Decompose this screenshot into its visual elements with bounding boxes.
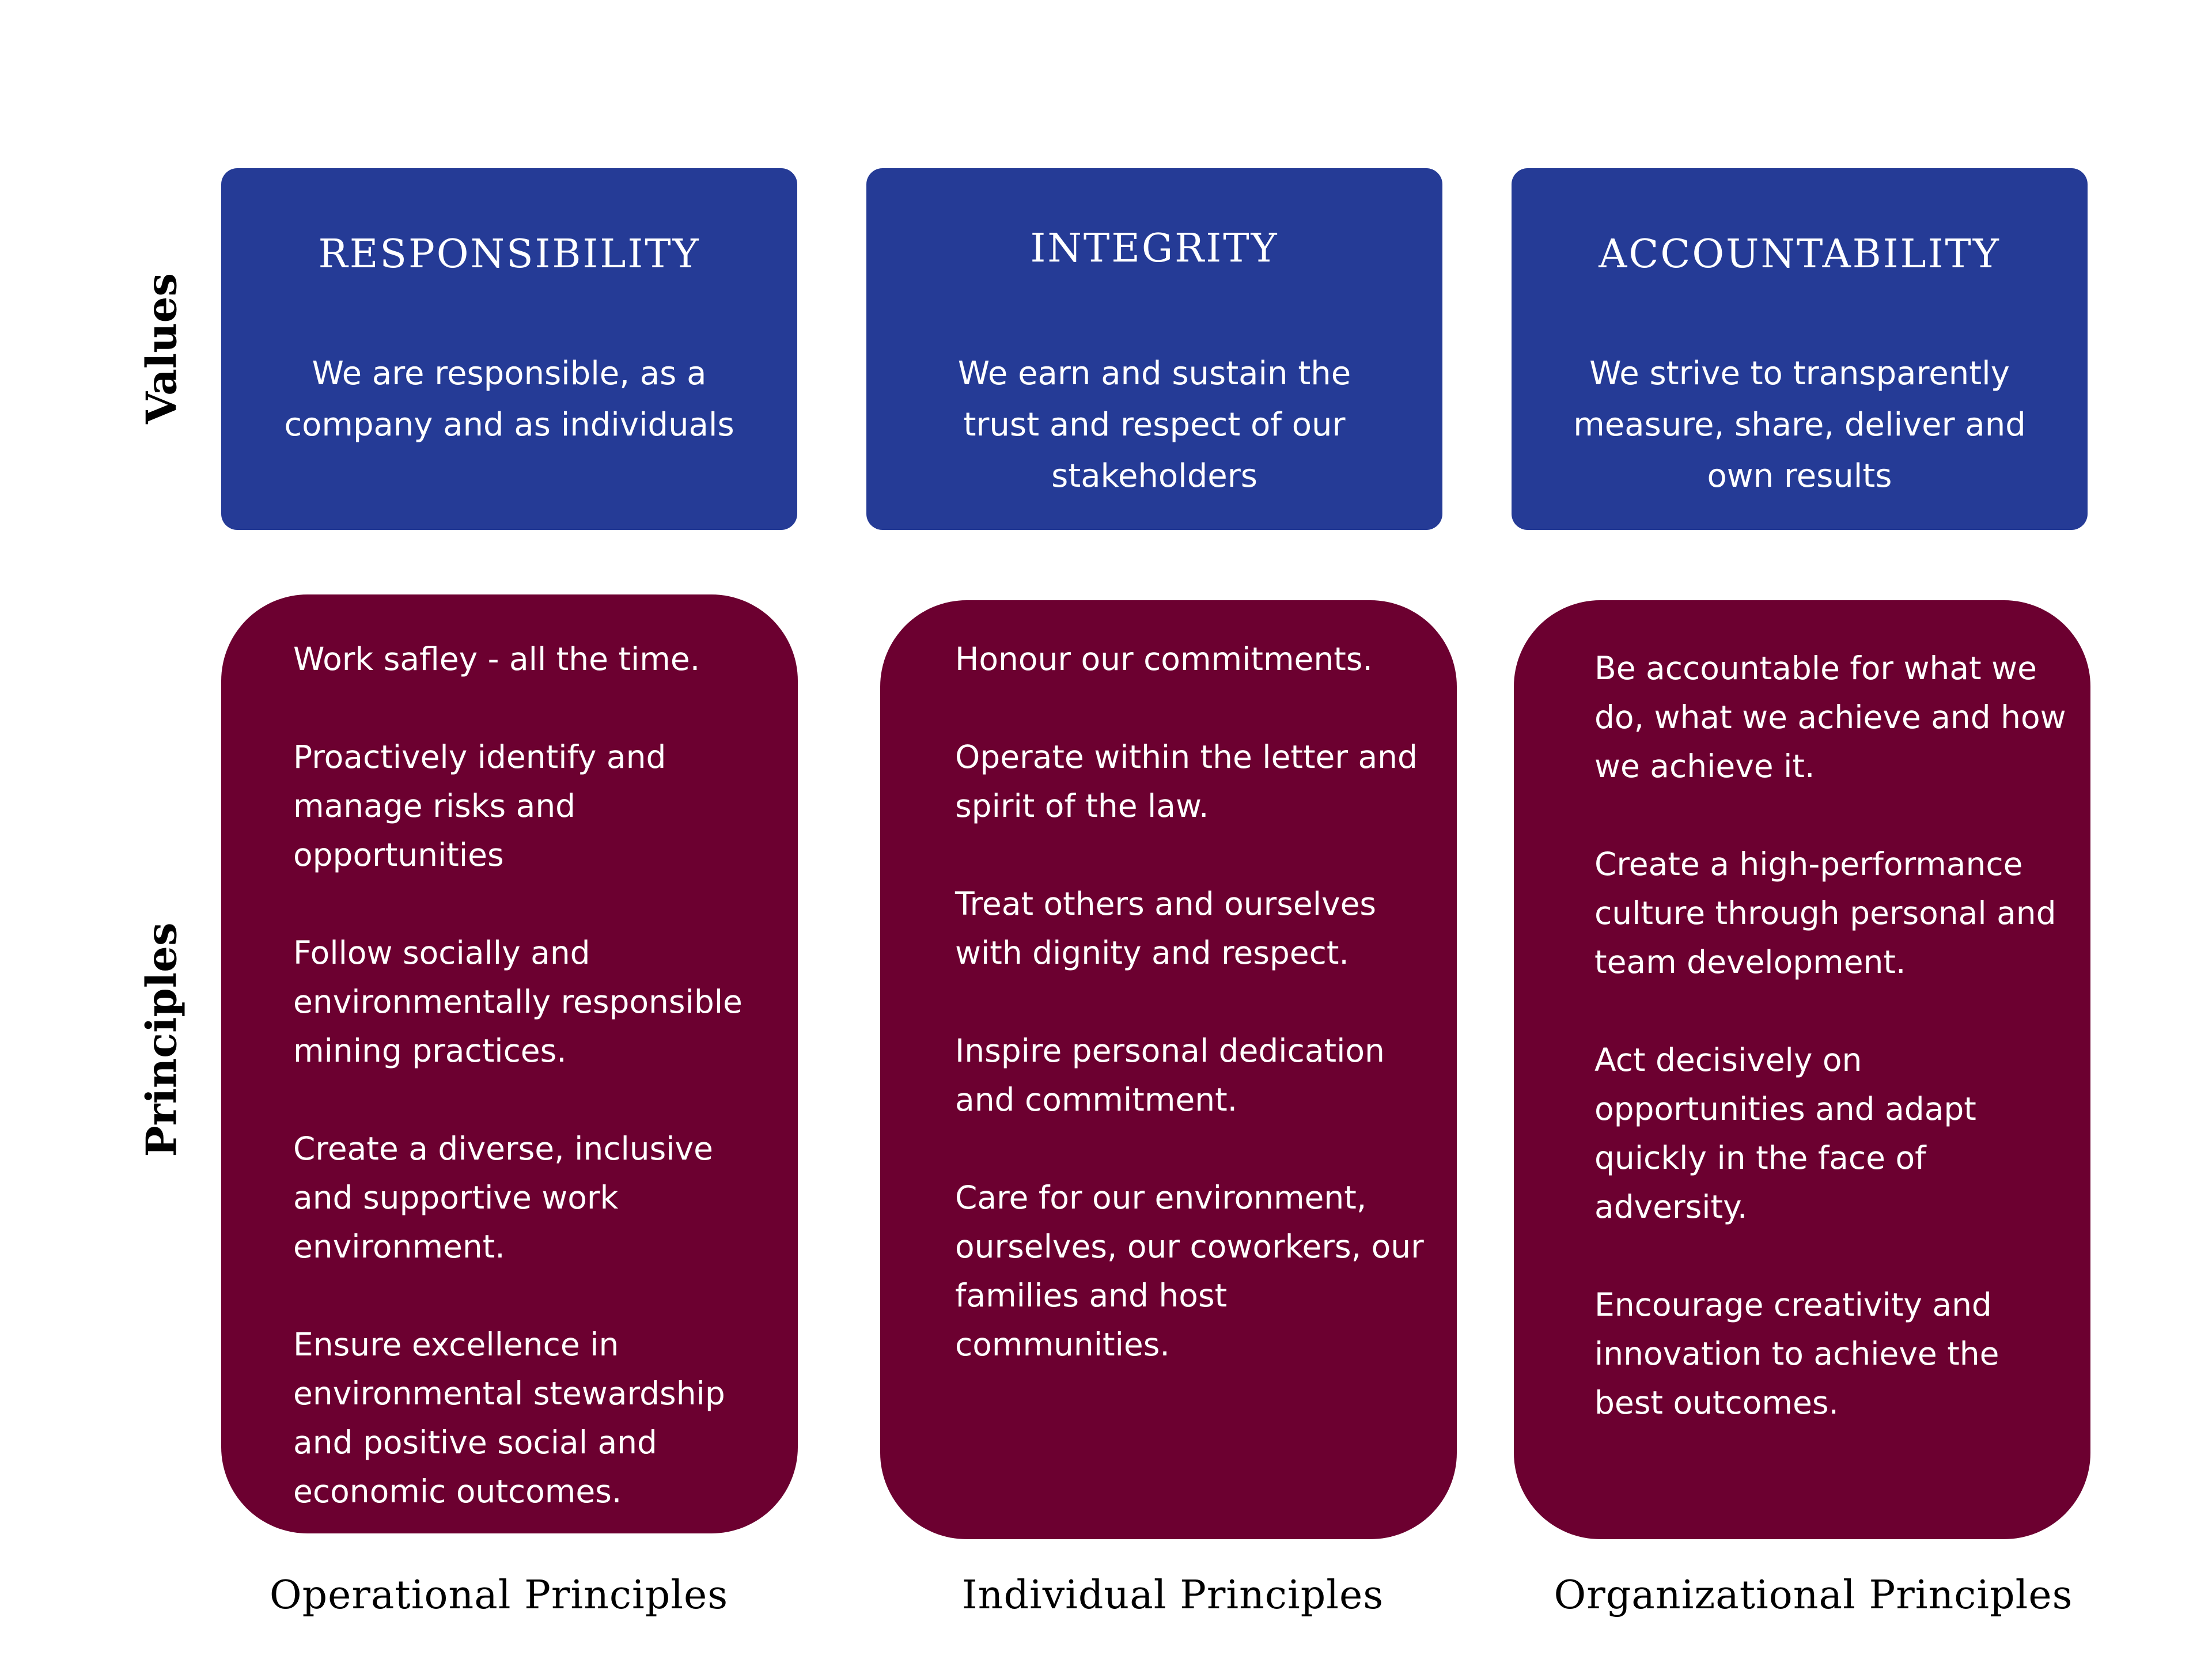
principle-item: Care for our environment, ourselves, our coworkers, our families and host communities. — [955, 1179, 1424, 1363]
value-title: ACCOUNTABILITY — [1599, 232, 2001, 277]
column-label-organizational: Organizational Principles — [1554, 1573, 2073, 1618]
principles-list — [1594, 644, 2067, 1476]
principle-item: Be accountable for what we do, what we achieve and how we achieve it. — [1594, 650, 2066, 785]
principles-card-individual — [880, 600, 1457, 1539]
values-row-label: Values — [137, 273, 186, 424]
principle-item: Follow socially and environmentally responsible mining practices. — [293, 934, 743, 1069]
principle-item: Encourage creativity and innovation to achieve the best outcomes. — [1594, 1286, 1999, 1421]
principles-card-operational — [221, 594, 798, 1533]
value-title: RESPONSIBILITY — [318, 232, 700, 277]
principle-item: Ensure excellence in environmental stewardship and positive social and economic outcomes. — [293, 1326, 725, 1510]
value-card-responsibility — [221, 168, 797, 530]
value-card-integrity — [866, 168, 1442, 530]
value-title: INTEGRITY — [1030, 226, 1279, 271]
principle-item: Act decisively on opportunities and adapt quickly in the face of adversity. — [1594, 1041, 1976, 1225]
principle-item: Honour our commitments. — [955, 641, 1373, 677]
value-card-accountability — [1512, 168, 2088, 530]
value-description: We strive to transparently measure, share, deliver and own results — [1573, 355, 2026, 495]
principle-item: Treat others and ourselves with dignity and respect. — [955, 885, 1377, 971]
principles-list — [955, 635, 1427, 1418]
principle-item: Operate within the letter and spirit of the law. — [955, 738, 1418, 824]
principles-list — [293, 635, 766, 1565]
principles-row-label: Principles — [137, 922, 186, 1157]
value-description: We are responsible, as a company and as individuals — [284, 355, 734, 444]
principle-item: Inspire personal dedication and commitment. — [955, 1032, 1385, 1118]
principle-item: Create a diverse, inclusive and supportive work environment. — [293, 1130, 713, 1265]
principle-item: Create a high-performance culture through personal and team development. — [1594, 846, 2056, 980]
principle-item: Proactively identify and manage risks and opportunities — [293, 738, 666, 873]
principles-card-organizational — [1514, 600, 2090, 1539]
value-description: We earn and sustain the trust and respect of our stakeholders — [957, 355, 1351, 495]
column-label-individual: Individual Principles — [961, 1573, 1384, 1618]
principle-item: Work safley - all the time. — [293, 641, 700, 677]
column-label-operational: Operational Principles — [269, 1573, 729, 1618]
